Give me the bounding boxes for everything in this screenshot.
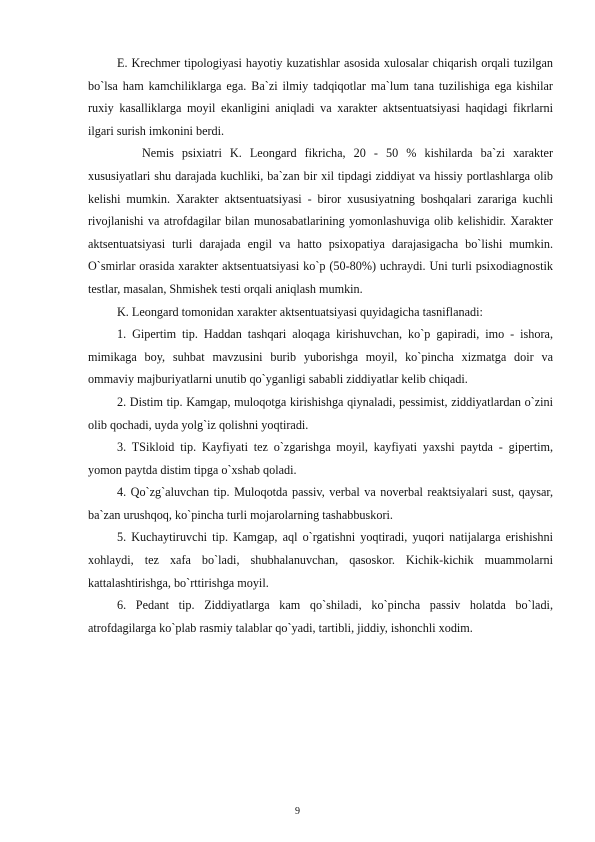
document-body — [88, 52, 553, 639]
paragraph-type-2: 2. Distim tip. Kamgap, muloqotga kirishishga qiynaladi, pessimist, ziddiyatlardan o`zini olib qochadi, uyda yolg`iz qolishni yoqtiradi. — [88, 394, 553, 432]
paragraph-classification: K. Leongard tomonidan xarakter aktsentuatsiyasi quyidagicha tasniflanadi: — [117, 304, 483, 319]
paragraph-type-6: 6. Pedant tip. Ziddiyatlarga kam qo`shiladi, ko`pincha passiv holatda bo`ladi, atrofdagilarga ko`plab rasmiy talablar qo`yadi, tartibli, jiddiy, ishonchli xodim. — [88, 598, 553, 635]
paragraph-type-5: 5. Kuchaytiruvchi tip. Kamgap, aql o`rgatishni yoqtiradi, yuqori natijalarga erishishni xohlaydi, tez xafa bo`ladi, shubhalanuvchan, qasoskor. Kichik-kichik muammolarni kattalashtirishga, bo`rttirishga moyil. — [88, 530, 553, 590]
page-number: 9 — [295, 806, 300, 817]
paragraph-leongard-intro: Nemis psixiatri K. Leongard fikricha, 20 - 50 % kishilarda ba`zi xarakter xususiyatlari shu darajada kuchliki, ba`zan bir xil tipdagi ziddiyat va hissiy portlashlarga olib kelishi mumkin. Xarakter aktsentuatsiyasi - biror xususiyatning boshqalari zarariga kuchli rivojlanishi va atrofdagilar bilan munosabatlarining yomonlashuviga olib kelishidir. Xarakter aktsentuatsiyasi turli darajada engil va hatto psixopatiya darajasigacha bo`lishi mumkin. O`smirlar orasida xarakter aktsentuatsiyasi ko`p (50-80%) uchraydi. Uni turli psixodiagnostik testlar, masalan, Shmishek testi orqali aniqlash mumkin. — [88, 146, 553, 296]
paragraph-type-1: 1. Gipertim tip. Haddan tashqari aloqaga kirishuvchan, ko`p gapiradi, imo - ishora, mimikaga boy, suhbat mavzusini burib yuborishga moyil, ko`pincha xizmatga doir va ommaviy majburiyatlarni unutib qo`yganligi sababli ziddiyatlar kelib chiqadi. — [88, 327, 553, 387]
paragraph-type-3: 3. TSikloid tip. Kayfiyati tez o`zgarishga moyil, kayfiyati yaxshi paytda - gipertim, yomon paytda distim tipga o`xshab qoladi. — [88, 440, 553, 477]
paragraph-krechmer: E. Krechmer tipologiyasi hayotiy kuzatishlar asosida xulosalar chiqarish orqali tuzilgan bo`lsa ham kamchiliklarga ega. Ba`zi ilmiy tadqiqotlar ma`lum tana tuzilishiga ega kishilar ruxiy kasalliklarga moyil ekanligini aniqladi va xarakter aktsentuatsiyasi haqidagi fikrlarni ilgari surish imkonini berdi. — [88, 56, 553, 138]
paragraph-type-4: 4. Qo`zg`aluvchan tip. Muloqotda passiv, verbal va noverbal reaktsiyalari sust, qaysar, ba`zan urushqoq, ko`pincha turli mojarolarning tashabbuskori. — [88, 485, 553, 522]
